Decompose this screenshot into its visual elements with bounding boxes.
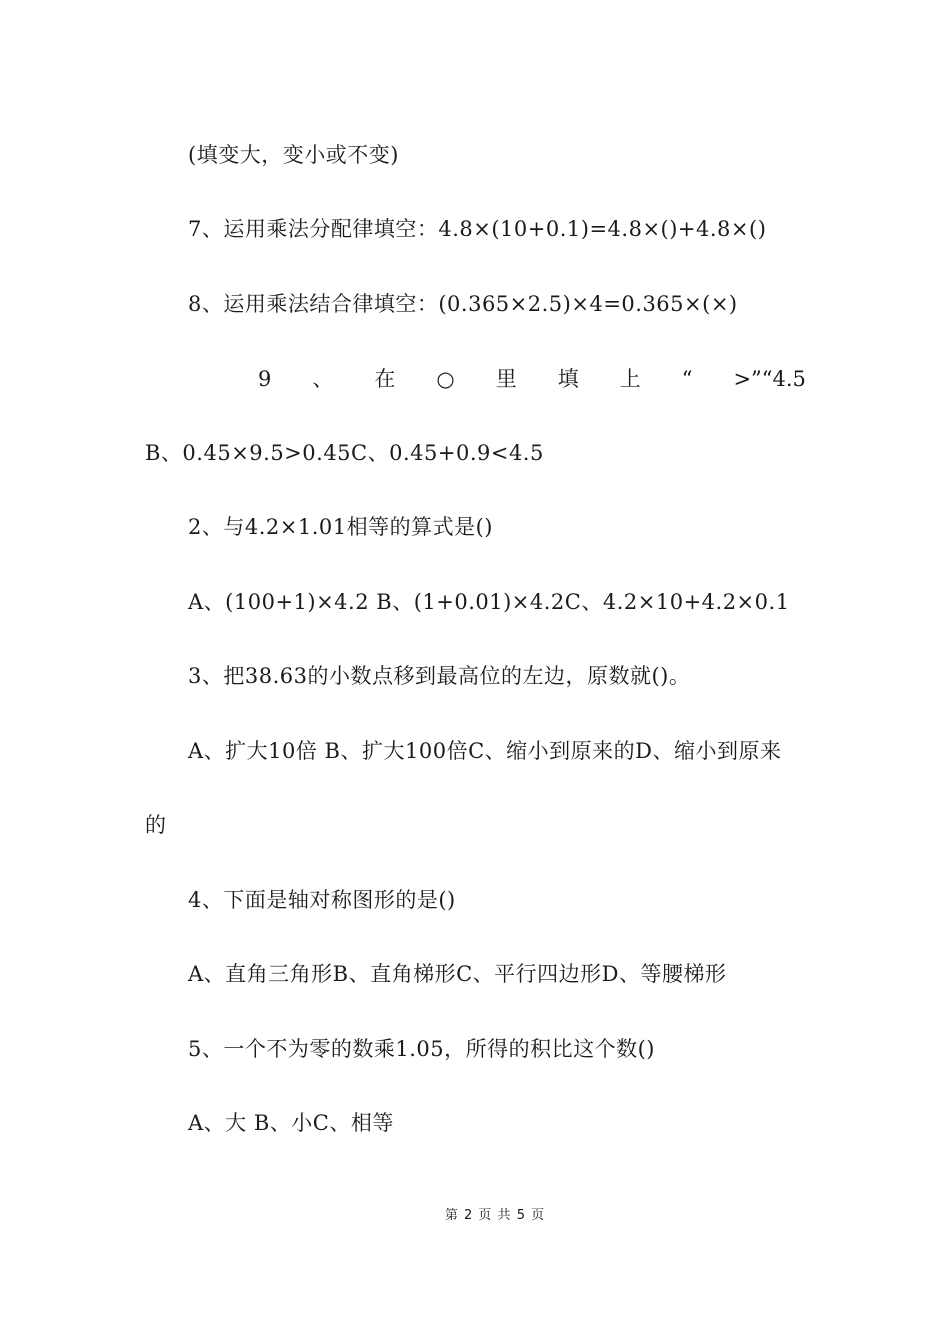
page-footer: 第 2 页 共 5 页 xyxy=(444,1208,546,1223)
text-line: 的 xyxy=(145,813,167,837)
question-7: 7、运用乘法分配律填空：4.8×(10+0.1)=4.8×()+4.8×() xyxy=(188,217,767,241)
spread-char: 在 xyxy=(374,367,396,391)
spread-char: “ xyxy=(681,367,693,391)
spread-char: 填 xyxy=(557,367,579,391)
options-3: A、扩大10倍 B、扩大100倍C、缩小到原来的D、缩小到原来 xyxy=(188,739,782,763)
question-3: 3、把38.63的小数点移到最高位的左边，原数就()。 xyxy=(188,664,691,688)
text-line: (填变大，变小或不变) xyxy=(188,143,399,167)
spread-char: >”“4.5 xyxy=(733,367,806,391)
options-2: A、(100+1)×4.2 B、(1+0.01)×4.2C、4.2×10+4.2×0.1 xyxy=(188,590,790,614)
question-9 xyxy=(258,364,806,394)
spread-char: 上 xyxy=(619,367,641,391)
question-2: 2、与4.2×1.01相等的算式是() xyxy=(188,515,493,539)
spread-char: 里 xyxy=(495,367,517,391)
options-4: A、直角三角形B、直角梯形C、平行四边形D、等腰梯形 xyxy=(188,962,727,986)
spread-char: 、 xyxy=(312,367,334,391)
options-5: A、大 B、小C、相等 xyxy=(188,1111,394,1135)
question-5: 5、一个不为零的数乘1.05，所得的积比这个数() xyxy=(188,1037,656,1061)
question-8: 8、运用乘法结合律填空：(0.365×2.5)×4=0.365×(×) xyxy=(188,292,738,316)
question-4: 4、下面是轴对称图形的是() xyxy=(188,888,456,912)
spread-char: ○ xyxy=(436,367,455,391)
spread-char: 9 xyxy=(258,367,272,391)
text-line: B、0.45×9.5>0.45C、0.45+0.9<4.5 xyxy=(145,441,544,465)
